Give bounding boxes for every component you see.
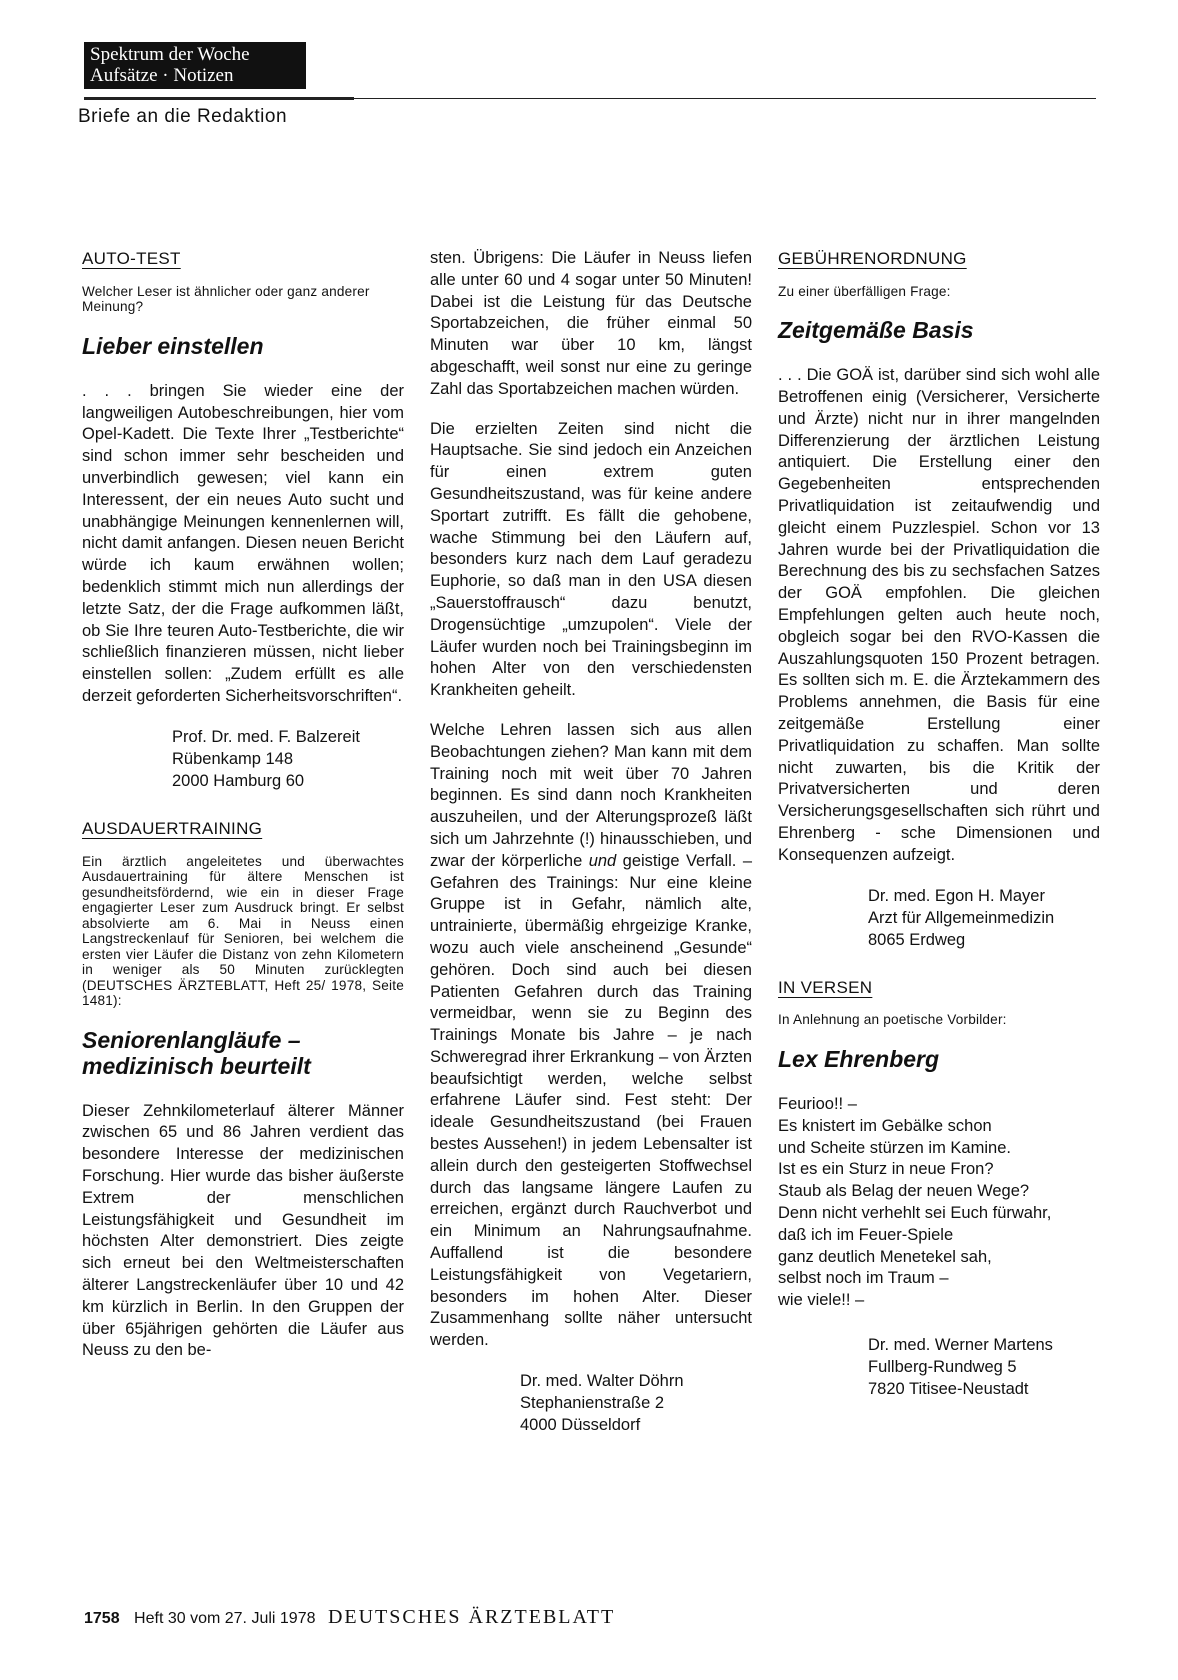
- masthead-line-1: Spektrum der Woche: [90, 44, 250, 65]
- headline-lex-ehrenberg: Lex Ehrenberg: [778, 1045, 940, 1072]
- signature-balzereit: Prof. Dr. med. F. Balzereit Rübenkamp 148 2000 Hamburg 60: [172, 727, 360, 790]
- signature-mayer: Dr. med. Egon H. Mayer Arzt für Allgemeinmedizin 8065 Erdweg: [868, 886, 1055, 949]
- masthead-line-2: Aufsätze · Notizen: [90, 65, 234, 86]
- letter-body-doehrn-part-3: Die erzielten Zeiten sind nicht die Hauptsache. Sie sind jedoch ein Anzeichen für einen extrem guten Gesundheitszustand, was für keine andere Sportart zutrifft. Es fällt die gehobene, wache Stimmung bei den Läufern auf, besonders kurz nach dem Lauf geradezu Euphorie, so daß man in den USA diesen „Sauerstoffrausch“ dazu benutzt, Drogensüchtige „umzupolen“. Viele der Läufer wurden noch bei Trainingsbeginn im hohen Alter von den verschiedensten Krankheiten geheilt.: [430, 419, 752, 700]
- publication-name: DEUTSCHES ÄRZTEBLATT: [327, 1606, 616, 1628]
- section-title-gebuehrenordnung: GEBÜHRENORDNUNG: [778, 249, 967, 268]
- header-rule: [84, 98, 1096, 99]
- section-intro-in-versen: In Anlehnung an poetische Vorbilder:: [778, 1012, 1007, 1028]
- letter-body-balzereit: . . . bringen Sie wieder eine der langweiligen Autobeschreibungen, hier vom Opel-Kadett. Die Texte Ihrer „Testberichte“ sind schon immer sehr bescheiden und unverbindlich gewesen; viel kann ein Interessent, der ein neues Auto sucht und unabhängige Meinungen kennenlernen will, nicht damit anfangen. Diesen neuen Bericht würde ich kaum erwähnen wollen; bedenklich stimmt mich nun allerdings der letzte Satz, der die Frage aufkommen läßt, ob Sie Ihre teuren Auto-Testberichte, die wir schließlich finanzieren müssen, nicht lieber einstellen sollen: „Zudem erfüllt es alle derzeit geforderten Sicherheitsvorschriften“.: [82, 381, 404, 705]
- section-title-auto-test: AUTO-TEST: [82, 249, 181, 268]
- signature-martens: Dr. med. Werner Martens Fullberg-Rundweg 5 7820 Titisee-Neustadt: [868, 1335, 1053, 1398]
- body-text: Welche Lehren lassen sich aus allen Beobachtungen ziehen? Man kann mit dem Training noch mit weit über 70 Jahren beginnen. Es sind dann noch Krankheiten auszuheilen, und der Alterungsprozeß läßt sich um Jahrzehnte (!) hinausschieben, und zwar der körperliche: [430, 720, 752, 870]
- column-1: [82, 248, 404, 1380]
- masthead: [84, 42, 306, 89]
- emphasis-text: und: [588, 851, 617, 870]
- section-title-in-versen: IN VERSEN: [778, 977, 873, 997]
- section-intro-gebuehrenordnung: Zu einer überfälligen Frage:: [778, 283, 951, 299]
- section-intro-ausdauertraining: Ein ärztlich angeleitetes und überwachtes Ausdauertraining für ältere Menschen ist gesundheitsfördernd, wie ein in dieser Frage engagierter Leser zum Ausdruck bringt. Er selbst absolvierte am 6. Mai in Neuss einen Langstreckenlauf für Senioren, bei welchem die ersten vier Läufer die Distanz von zehn Kilometern in weniger als 50 Minuten zurücklegten (DEUTSCHES ÄRZTEBLATT, Heft 25/ 1978, Seite 1481):: [82, 853, 404, 1009]
- section-intro-auto-test: Welcher Leser ist ähnlicher oder ganz anderer Meinung?: [82, 283, 370, 315]
- page-number: 1758: [84, 1610, 120, 1627]
- column-3: [778, 248, 1100, 1426]
- section-title-ausdauertraining: AUSDAUERTRAINING: [82, 818, 263, 838]
- headline-lieber-einstellen: Lieber einstellen: [82, 332, 264, 359]
- letter-body-doehrn-part-2: sten. Übrigens: Die Läufer in Neuss liefen alle unter 60 und 4 sogar unter 50 Minuten! Dabei ist die Leistung für das Deutsche Sportabzeichen, die früher einmal 50 Minuten war über 10 km, längst abgeschafft, weil sonst nur eine zu geringe Zahl das Sportabzeichen machen würden.: [430, 249, 752, 398]
- letter-body-doehrn-part-1: Dieser Zehnkilometerlauf älterer Männer zwischen 65 und 86 Jahren verdient das besondere Interesse der medizinischen Forschung. Hier wurde das bisher äußerste Extrem der menschlichen Leistungsfähigkeit und Gesundheit im höchsten Alter demonstriert. Dies zeigte sich erneut bei den Weltmeisterschaften älterer Langstreckenläufer über 10 und 42 km kürzlich in Berlin. In den Gruppen der über 65jährigen gehörten die Läufer aus Neuss zu den be-: [82, 1101, 404, 1360]
- headline-seniorenlanglaeufe: Seniorenlangläufe – medizinisch beurteilt: [82, 1026, 311, 1079]
- letter-body-mayer: . . . Die GOÄ ist, darüber sind sich wohl alle Betroffenen einig (Versicherer, Versicherte und Ärzte) nicht nur in ihrer mangelnden Differenzierung der ärztlichen Leistung antiquiert. Die Erstellung einer den Gegebenheiten entsprechenden Privatliquidation ist zeitaufwendig und gleicht einem Puzzlespiel. Schon vor 13 Jahren wurde bei der Privatliquidation die Berechnung des bis zu sechsfachen Satzes der GOÄ empfohlen. Die gleichen Empfehlungen gelten auch heute noch, obgleich sogar bei den RVO-Kassen die Auszahlungsquoten 150 Prozent betragen. Es sollten sich m. E. die Ärztekammern des Problems annehmen, die Basis für eine zeitgemäße Erstellung einer Privatliquidation zu schaffen. Man sollte nicht zuwarten, bis die Kritik der Privatversicherten und deren Versicherungsgesellschaften sich rührt und Ehrenberg - sche Dimensionen und Konsequenzen aufzeigt.: [778, 366, 1100, 864]
- signature-doehrn: Dr. med. Walter Döhrn Stephanienstraße 2 4000 Düsseldorf: [520, 1372, 684, 1435]
- issue-info: Heft 30 vom 27. Juli 1978: [134, 1610, 316, 1627]
- letter-body-doehrn-part-4: [430, 720, 752, 1352]
- page-kicker: Briefe an die Redaktion: [78, 106, 288, 127]
- poem-lex-ehrenberg: Feurioo!! – Es knistert im Gebälke schon und Scheite stürzen im Kamine. Ist es ein Sturz in neue Fron? Staub als Belag der neuen Wege? Denn nicht verhehlt sei Euch fürwahr, daß ich im Feuer-Spiele ganz deutlich Menetekel sah, selbst noch im Traum – wie viele!! –: [778, 1094, 1052, 1310]
- body-text: geistige Verfall. – Gefahren des Trainings: Nur eine kleine Gruppe ist in Gefahr, nämlich alte, untrainierte, übermäßig ehrgeizige Kranke, wozu auch viele anscheinend „Gesunde“ gehören. Doch sind auch bei diesen Patienten Gefahren durch das Training vermeidbar, wenn sie zu Beginn des Trainings Monate bis Jahre – je nach Schweregrad ihrer Erkrankung – von Ärzten beaufsichtigt werden, welche selbst erfahrene Läufer sind. Fest steht: Der ideale Gesundheitszustand (bei Frauen bestes Aussehen!) in jedem Lebensalter ist allein durch den gesteigerten Stoffwechsel durch das langsame längere Laufen zu erreichen, ergänzt durch Rauchverbot und ein Minimum an Nahrungsaufnahme. Auffallend ist die besondere Leistungsfähigkeit von Vegetariern, besonders im hohen Alter. Dieser Zusammenhang sollte näher untersucht werden.: [430, 851, 753, 1350]
- page-footer: [84, 1606, 615, 1629]
- column-2: [430, 248, 752, 1462]
- headline-zeitgemaesse-basis: Zeitgemäße Basis: [778, 317, 974, 344]
